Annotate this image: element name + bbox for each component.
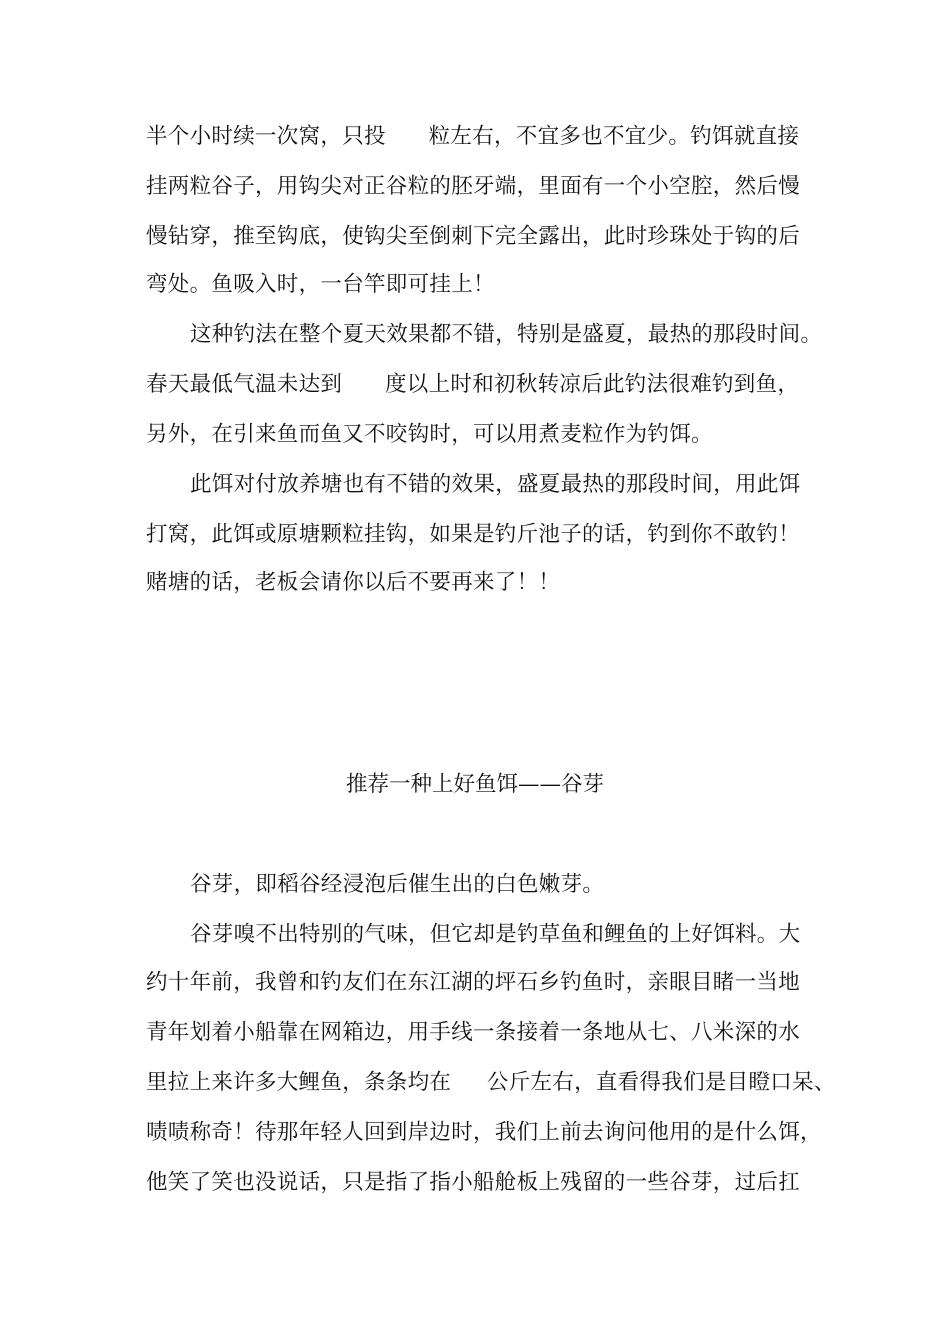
text-line: 春天最低气温未达到 度以上时和初秋转凉后此钓法很难钓到鱼， <box>146 372 800 397</box>
text-line: 谷芽，即稻谷经浸泡后催生出的白色嫩芽。 <box>190 872 605 897</box>
text-line: 谷芽嗅不出特别的气味，但它却是钓草鱼和鲤鱼的上好饵料。大 <box>190 922 801 947</box>
text-line: 约十年前，我曾和钓友们在东江湖的坪石乡钓鱼时，亲眼目睹一当地 <box>146 970 801 995</box>
text-line: 青年划着小船靠在网箱边，用手线一条接着一条地从七、八米深的水 <box>146 1020 801 1045</box>
text-line: 此饵对付放养塘也有不错的效果，盛夏最热的那段时间，用此饵 <box>190 472 801 497</box>
text-line: 赌塘的话，老板会请你以后不要再来了！！ <box>146 570 561 595</box>
text-line: 弯处。鱼吸入时，一台竿即可挂上！ <box>146 272 495 297</box>
text-line: 打窝，此饵或原塘颗粒挂钩，如果是钓斤池子的话，钓到你不敢钓！ <box>146 522 801 547</box>
section-title: 推荐一种上好鱼饵——谷芽 <box>345 772 604 797</box>
text-line: 慢钻穿，推至钩底，使钩尖至倒刺下完全露出，此时珍珠处于钩的后 <box>146 224 801 249</box>
text-line: 半个小时续一次窝，只投 粒左右，不宜多也不宜少。钓饵就直接 <box>146 124 800 149</box>
text-line: 这种钓法在整个夏天效果都不错，特别是盛夏，最热的那段时间。 <box>190 322 823 347</box>
text-line: 挂两粒谷子，用钩尖对正谷粒的胚牙端，里面有一个小空腔，然后慢 <box>146 174 801 199</box>
text-line: 另外，在引来鱼而鱼又不咬钩时，可以用煮麦粒作为钓饵。 <box>146 422 713 447</box>
text-line: 啧啧称奇！待那年轻人回到岸边时，我们上前去询问他用的是什么饵， <box>146 1120 822 1145</box>
text-line: 他笑了笑也没说话，只是指了指小船舱板上残留的一些谷芽，过后扛 <box>146 1170 801 1195</box>
text-line: 里拉上来许多大鲤鱼，条条均在 公斤左右，直看得我们是目瞪口呆、 <box>146 1070 836 1095</box>
